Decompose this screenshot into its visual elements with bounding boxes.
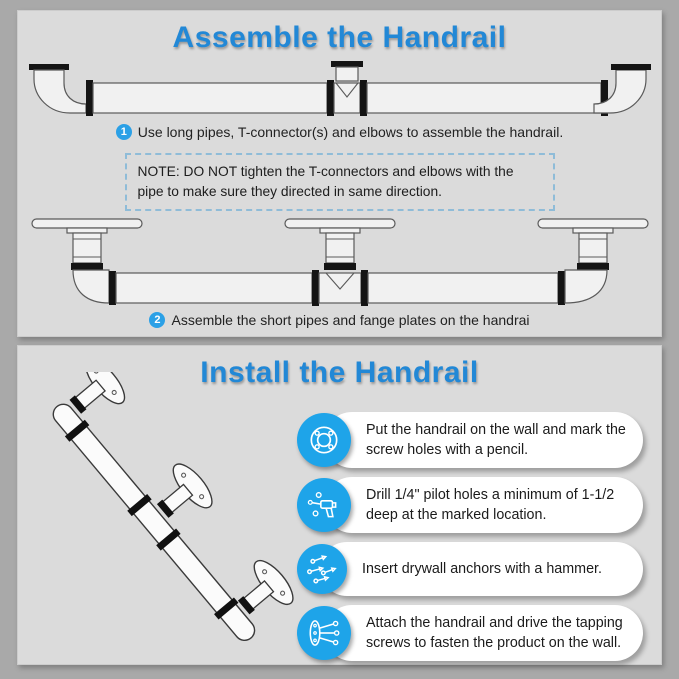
rail-segment-2 (368, 273, 558, 303)
step-2-badge: 2 (149, 312, 165, 328)
long-pipe-1 (93, 83, 327, 113)
install-step-3 (297, 542, 643, 596)
rail-segment-1 (116, 273, 312, 303)
middle-short-pipe (326, 233, 354, 263)
drill-icon (297, 478, 351, 532)
tapping-screws-icon (297, 606, 351, 660)
right-flange-plate (538, 219, 648, 228)
assemble-panel (17, 10, 662, 337)
step-2-text: Assemble the short pipes and fange plates on the handrai (171, 312, 530, 328)
install-step-1-text: Put the handrail on the wall and mark the screw holes with a pencil. (324, 412, 643, 468)
install-steps-list (297, 412, 643, 661)
left-elbow (73, 270, 109, 303)
step-1-badge: 1 (116, 124, 132, 140)
handrail-assembly-diagram (25, 61, 655, 119)
left-elbow (34, 70, 86, 113)
right-short-pipe (579, 233, 607, 263)
install-step-1 (297, 412, 643, 468)
install-title: Install the Handrail (200, 356, 479, 389)
anchor-icon (297, 544, 347, 594)
install-step-4-text: Attach the handrail and drive the tapping screws to fasten the product on the wall. (324, 605, 643, 661)
middle-flange-plate (285, 219, 395, 228)
step-1-text: Use long pipes, T-connector(s) and elbows to assemble the handrail. (137, 124, 564, 140)
left-short-pipe (73, 233, 101, 263)
install-step-2 (297, 477, 643, 533)
assemble-step-2 (18, 312, 661, 328)
note-box: NOTE: DO NOT tighten the T-connectors and elbows with the pipe to make sure they directed in same direction. (125, 153, 555, 211)
install-step-3-text: Insert drywall anchors with a hammer. (320, 542, 643, 596)
flange-icon (297, 413, 351, 467)
long-pipe-2 (367, 83, 601, 113)
install-step-2-text: Drill 1/4" pilot holes a minimum of 1-1/2 deep at the marked location. (324, 477, 643, 533)
t-connector (319, 273, 361, 303)
assemble-title: Assemble the Handrail (172, 21, 507, 54)
t-connector (334, 83, 360, 113)
right-elbow (565, 270, 607, 303)
install-step-4 (297, 605, 643, 661)
right-elbow-cap (611, 64, 651, 70)
mounted-handrail-illustration (26, 372, 294, 660)
left-flange-plate (32, 219, 142, 228)
install-panel (17, 345, 662, 665)
left-elbow-cap (29, 64, 69, 70)
handrail-with-flanges-diagram (25, 215, 655, 307)
assemble-step-1 (18, 124, 661, 140)
